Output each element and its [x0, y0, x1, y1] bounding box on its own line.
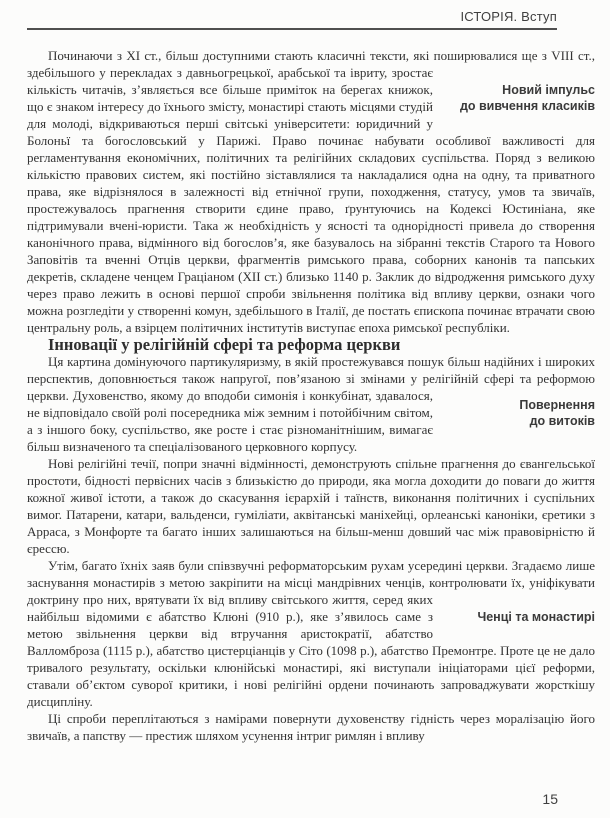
margin-note-return-to-origins	[443, 387, 595, 438]
margin-note-line: Новий імпульс	[502, 83, 595, 97]
margin-note-line: Ченці та монастирі	[477, 609, 595, 624]
page-body	[27, 47, 595, 744]
margin-note-line: Повернення	[519, 397, 595, 412]
paragraph-monasteries	[27, 557, 595, 710]
page-header	[27, 9, 557, 30]
margin-note-monks-monasteries	[443, 591, 595, 642]
header-title: ІСТОРІЯ. Вступ	[460, 9, 557, 24]
paragraph-text: Утім, багато їхніх заяв були співзвучні реформаторським рухам усередині церкви. Згадаємо лише заснування монастирів з метою закріпити на місці мандрівних ченців, контролювати їх, уніфікувати доктрину про них, врятувати їх від впливу світського	[27, 558, 595, 607]
paragraph-text: Ця картина домінуючого партикуляризму, в якій простежувався пошук більш надійних і широких перспектив, доповнюється також напругої, пов’язаною зі змінами у релігійній сфері та реформою церкви. Духовенство, якому до вподоби симонія і конкубінат,	[27, 354, 595, 403]
paragraph-text: Починаючи з XI ст., більш доступними стають класичні тексти, які поширювалися ще з VIII ст., здебільшого у перекладах з давньогрецької, арабської та івриту, зростає	[27, 48, 595, 80]
paragraph-text: кількість читачів, з’являється все більше приміток на берегах книжок, що є знаком інтересу до їхнього змісту, монастирі стають місцями студій для молоді, відкриваються перші світські університети: юридичний у Болоньї та богословський у Парижі. Право починає набувати особливої важливості для регламентування економічних, політичних та релігійних складових суспільства. Поряд з великою кількістю правових систем, які постійно зіставлялися та накладалися одна на одну, та приватного права, яке відрізнялося в залежності від етнічної групи, походження, статусу, умов та звичаїв, простежувалось прагнення створити єдине право, ґрунтуючись на Кодексі Юстиніана, яке підтримували вчені-юристи. Така ж необхідність у ясності та однорідності привела до створення канонічного права, відмінного від богослов’я, яке базувалось на зібранні текстів Старого та Нового Заповітів та вченні Отців церкви, фрагментів римського права, соборних канонів та папських декретів, складене ченцем Граціаном (XII ст.) близько 1140 р. Заклик до відродження римського духу через право лежить в основі першої спроби звільнення політика від впливу церкви, ознаки чого можна розгледіти у створенні комун, здебільшого в Італії, де постать єпископа починає втрачати свою центральну роль, а взірцем політичних інститутів виступає епоха римської республіки.	[27, 82, 595, 335]
page-number: 15	[542, 791, 558, 807]
section-heading: Інновації у релігійній сфері та реформа церкви	[48, 335, 401, 354]
paragraph-text: здавалося, не відповідало своїй ролі посередника між земним і потойбічним світом, а з іншого боку, суспільство, яке росте і стає різноманітнішим, вимагає більш визначеного та спеціалізованого церковного корпусу.	[27, 388, 433, 454]
paragraph-text: життя, серед яких найбільш відомими є абатство Клюні (910 р.), яке з’явилось саме з метою звільнення церкви від втручання аристократії, абатство Валломброза (1115 р.), абатство цистерціанців у Сіто (1098 р.), абатство Премонтре. Проте це не дало тривалого результату, оскільки клюнійські монастирі, які виступали ініціаторами цієї реформи, ставали об’єктом суворої критики, і нові релігійні ордени починають запроваджувати жорсткішу дисципліну.	[27, 592, 595, 709]
margin-note-line: до витоків	[529, 413, 595, 428]
paragraph-attempts	[27, 710, 595, 744]
paragraph-text: Ці спроби переплітаються з намірами повернути духовенству гідність через моралізацію його звичаїв, а папству — престиж шляхом усунення інтриг римлян і впливу	[27, 711, 595, 743]
paragraph-classical-texts	[27, 47, 595, 336]
paragraph-religious-movements: Нові релігійні течії, попри значні відмінності, демонструють спільне прагнення до євангельської простоти, бідності первісних часів з близькістю до природи, яка могла доходити до поваги до життя кожної живої істоти, а також до скасування ієрархій і таїнств, виконання політичних і суспільних вимог. Патарени, катари, вальденси, гуміліати, аквітанські маніхейці, орлеанські каноніки, єретики з Арраса, з Монфорте та багато інших залишаються на більш-менш довший час між правовірністю й єрессю.	[27, 456, 595, 556]
paragraph-particularism	[27, 353, 595, 455]
margin-note-new-impulse	[443, 64, 595, 132]
margin-note-line: до вивчення класиків	[459, 99, 595, 113]
